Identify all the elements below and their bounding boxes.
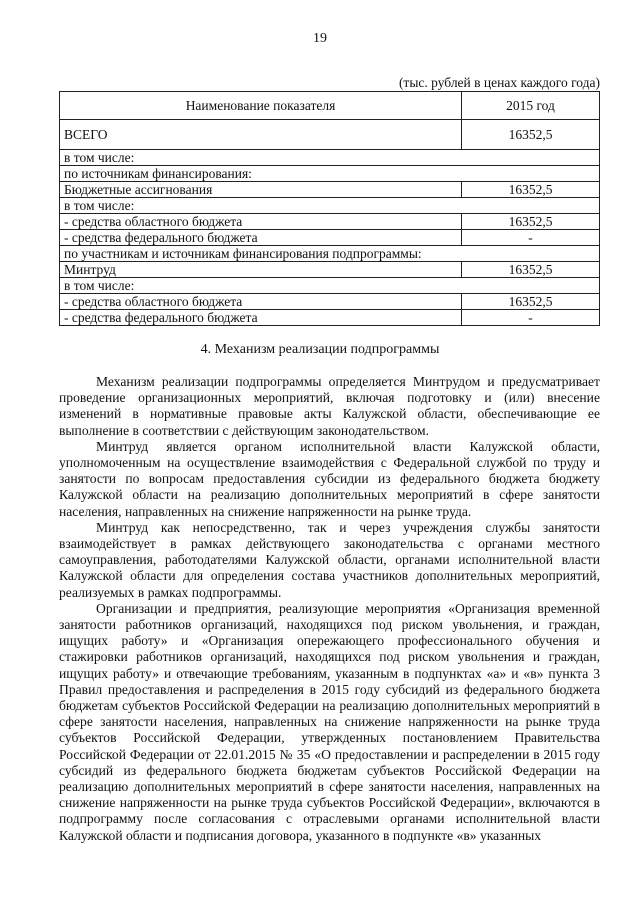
table-cell-label: в том числе: (60, 198, 600, 214)
table-row (60, 230, 600, 246)
table-cell-value: 16352,5 (462, 214, 600, 230)
financing-table (59, 91, 600, 326)
table-cell-name: - средства областного бюджета (60, 294, 462, 310)
table-cell-name: - средства областного бюджета (60, 214, 462, 230)
table-header-row (60, 92, 600, 120)
table-cell-value: - (462, 230, 600, 246)
table-cell-label: по источникам финансирования: (60, 166, 600, 182)
table-cell-name: - средства федерального бюджета (60, 310, 462, 326)
table-row (60, 120, 600, 150)
table-row (60, 198, 600, 214)
table-cell-value: 16352,5 (462, 120, 600, 150)
section-title: 4. Механизм реализации подпрограммы (200, 342, 440, 357)
table-cell-name: ВСЕГО (60, 120, 462, 150)
table-row (60, 214, 600, 230)
table-row (60, 150, 600, 166)
table-cell-label: в том числе: (60, 150, 600, 166)
table-cell-value: 16352,5 (462, 182, 600, 198)
table-row (60, 182, 600, 198)
column-header-indicator: Наименование показателя (60, 92, 462, 120)
paragraph: Минтруд как непосредственно, так и через учреждения службы занятости взаимодействует в рамках действующего законодательства с органами местного самоуправления, работодателями Калужской области, органами исполнительной власти Калужской области для определения состава участников дополнительных мероприятий, реализуемых в рамках подпрограммы. (59, 519, 600, 600)
table-body (60, 120, 600, 326)
table-row (60, 310, 600, 326)
table-row (60, 278, 600, 294)
body-text (59, 374, 600, 844)
paragraph: Организации и предприятия, реализующие мероприятия «Организация временной занятости работников организаций, находящихся под риском увольнения, и граждан, ищущих работу» и «Организация опережающего профессионального обучения и стажировки работников организаций, находящихся под риском увольнения и граждан, ищущих работу» и отвечающие требованиям, указанным в подпунктах «а» и «в» пункта 3 Правил предоставления и распределения в 2015 году субсидий из федерального бюджета бюджетам субъектов Российской Федерации на реализацию дополнительных мероприятий в сфере занятости населения, направленных на снижение напряженности на рынке труда субъектов Российской Федерации, утвержденных постановлением Правительства Российской Федерации от 22.01.2015 № 35 «О предоставлении и распределении в 2015 году субсидий из федерального бюджета бюджетам субъектов Российской Федерации на реализацию дополнительных мероприятий в сфере занятости населения, направленных на снижение напряженности на рынке труда субъектов Российской Федерации», включаются в подпрограмму после согласования с отраслевыми органами исполнительной власти Калужской области и подписания договора, указанного в подпункте «в» указанных (59, 600, 600, 843)
table-cell-label: по участникам и источникам финансирования подпрограммы: (60, 246, 600, 262)
table-row (60, 166, 600, 182)
table-cell-value: 16352,5 (462, 294, 600, 310)
table-cell-value: - (462, 310, 600, 326)
page-number: 19 (313, 31, 327, 46)
units-note: (тыс. рублей в ценах каждого года) (398, 75, 600, 90)
table-row (60, 262, 600, 278)
table-cell-label: в том числе: (60, 278, 600, 294)
table-row (60, 294, 600, 310)
table-cell-name: Минтруд (60, 262, 462, 278)
column-header-year: 2015 год (462, 92, 600, 120)
table-cell-name: - средства федерального бюджета (60, 230, 462, 246)
paragraph: Минтруд является органом исполнительной власти Калужской области, уполномоченным на осуществление взаимодействия с Федеральной службой по труду и занятости по вопросам предоставления субсидии из федерального бюджета бюджету Калужской области на реализацию дополнительных мероприятий в сфере занятости населения, направленных на снижение напряженности на рынке труда. (59, 438, 600, 519)
paragraph: Механизм реализации подпрограммы определяется Минтрудом и предусматривает проведение организационных мероприятий, включая подготовку и (или) внесение изменений в нормативные правовые акты Калужской области, обеспечивающие ее выполнение в соответствии с действующим законодательством. (59, 374, 600, 438)
table-row (60, 246, 600, 262)
table-cell-name: Бюджетные ассигнования (60, 182, 462, 198)
table-cell-value: 16352,5 (462, 262, 600, 278)
